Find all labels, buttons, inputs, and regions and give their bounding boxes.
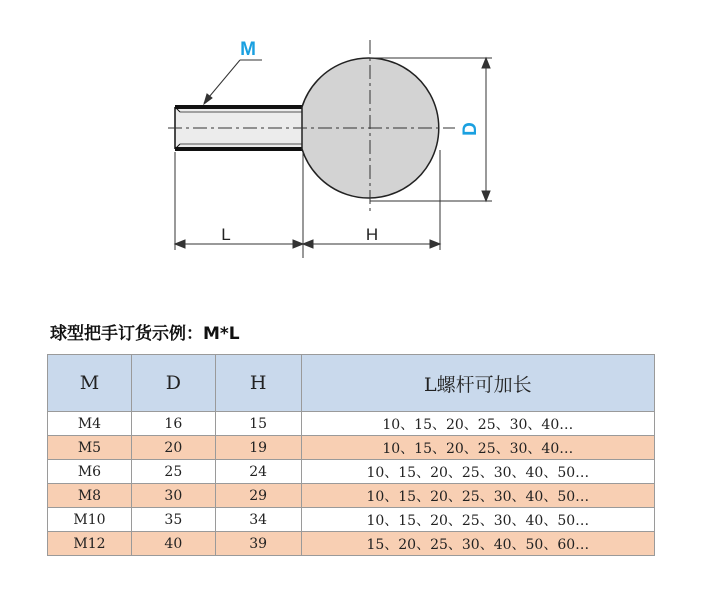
table-row — [48, 436, 655, 460]
cell-m: M10 — [48, 508, 132, 532]
header-l: L螺杆可加长 — [301, 355, 654, 412]
spec-table — [47, 354, 655, 556]
dimension-h-label: H — [365, 225, 379, 244]
dimension-l-label: L — [221, 225, 231, 244]
cell-h: 39 — [215, 532, 301, 556]
table-row — [48, 412, 655, 436]
cell-l: 10、15、20、25、30、40、50… — [301, 460, 654, 484]
header-m: M — [48, 355, 132, 412]
cell-d: 20 — [131, 436, 215, 460]
table-row — [48, 460, 655, 484]
cell-l: 15、20、25、30、40、50、60… — [301, 532, 654, 556]
cell-h: 15 — [215, 412, 301, 436]
table-row — [48, 532, 655, 556]
cell-d: 25 — [131, 460, 215, 484]
cell-l: 10、15、20、25、30、40、50… — [301, 484, 654, 508]
header-d: D — [131, 355, 215, 412]
table-header-row — [48, 355, 655, 412]
header-h: H — [215, 355, 301, 412]
dimension-d-label: D — [460, 122, 481, 136]
cell-l: 10、15、20、25、30、40、50… — [301, 508, 654, 532]
table-row — [48, 508, 655, 532]
cell-l: 10、15、20、25、30、40… — [301, 412, 654, 436]
cell-d: 40 — [131, 532, 215, 556]
cell-h: 34 — [215, 508, 301, 532]
thread-leader — [204, 60, 262, 104]
cell-h: 24 — [215, 460, 301, 484]
table-row — [48, 484, 655, 508]
cell-m: M4 — [48, 412, 132, 436]
cell-m: M5 — [48, 436, 132, 460]
cell-m: M12 — [48, 532, 132, 556]
cell-h: 19 — [215, 436, 301, 460]
cell-d: 16 — [131, 412, 215, 436]
thread-size-label: M — [240, 39, 256, 60]
cell-d: 30 — [131, 484, 215, 508]
order-example-title: 球型把手订货示例：M*L — [50, 324, 240, 344]
cell-m: M6 — [48, 460, 132, 484]
cell-d: 35 — [131, 508, 215, 532]
cell-h: 29 — [215, 484, 301, 508]
cell-m: M8 — [48, 484, 132, 508]
cell-l: 10、15、20、25、30、40… — [301, 436, 654, 460]
